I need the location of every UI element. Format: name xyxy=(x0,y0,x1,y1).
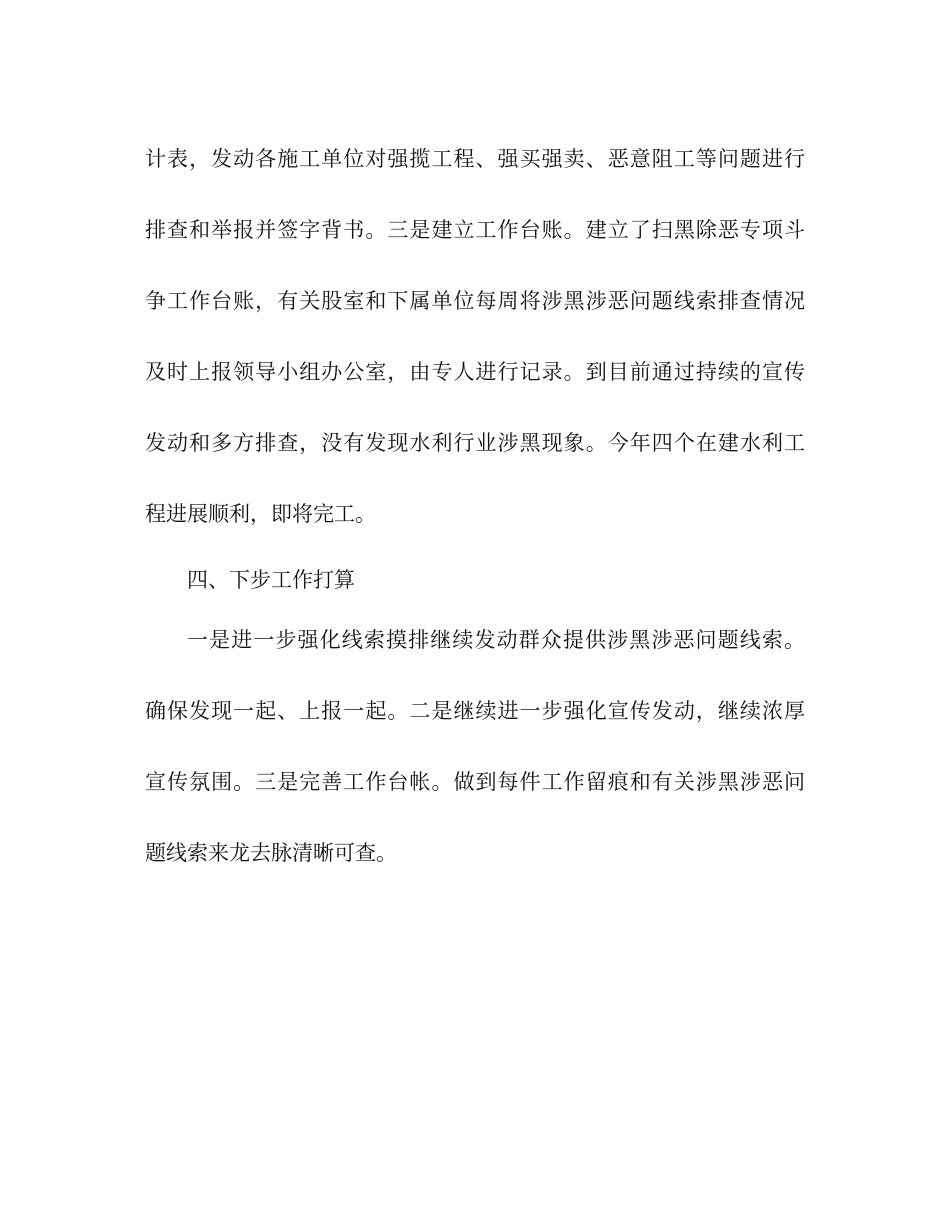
paragraph-line: 及时上报领导小组办公室，由专人进行记录。到目前通过持续的宣传 xyxy=(145,360,805,384)
paragraph-line: 宣传氛围。三是完善工作台帐。做到每件工作留痕和有关涉黑涉恶问 xyxy=(145,770,805,794)
paragraph-line: 排查和举报并签字背书。三是建立工作台账。建立了扫黑除恶专项斗 xyxy=(145,218,805,242)
paragraph-line: 确保发现一起、上报一起。二是继续进一步强化宣传发动，继续浓厚 xyxy=(145,699,805,723)
section-heading: 四、下步工作打算 xyxy=(187,568,355,592)
paragraph-line: 计表，发动各施工单位对强揽工程、强买强卖、恶意阻工等问题进行 xyxy=(145,147,805,171)
paragraph-line: 发动和多方排查，没有发现水利行业涉黑现象。今年四个在建水利工 xyxy=(145,431,805,455)
paragraph-line: 题线索来龙去脉清晰可查。 xyxy=(145,841,397,865)
paragraph-line: 一是进一步强化线索摸排继续发动群众提供涉黑涉恶问题线索。 xyxy=(187,628,805,652)
paragraph-line: 程进展顺利，即将完工。 xyxy=(145,502,376,526)
paragraph-line: 争工作台账，有关股室和下属单位每周将涉黑涉恶问题线索排查情况 xyxy=(145,289,805,313)
